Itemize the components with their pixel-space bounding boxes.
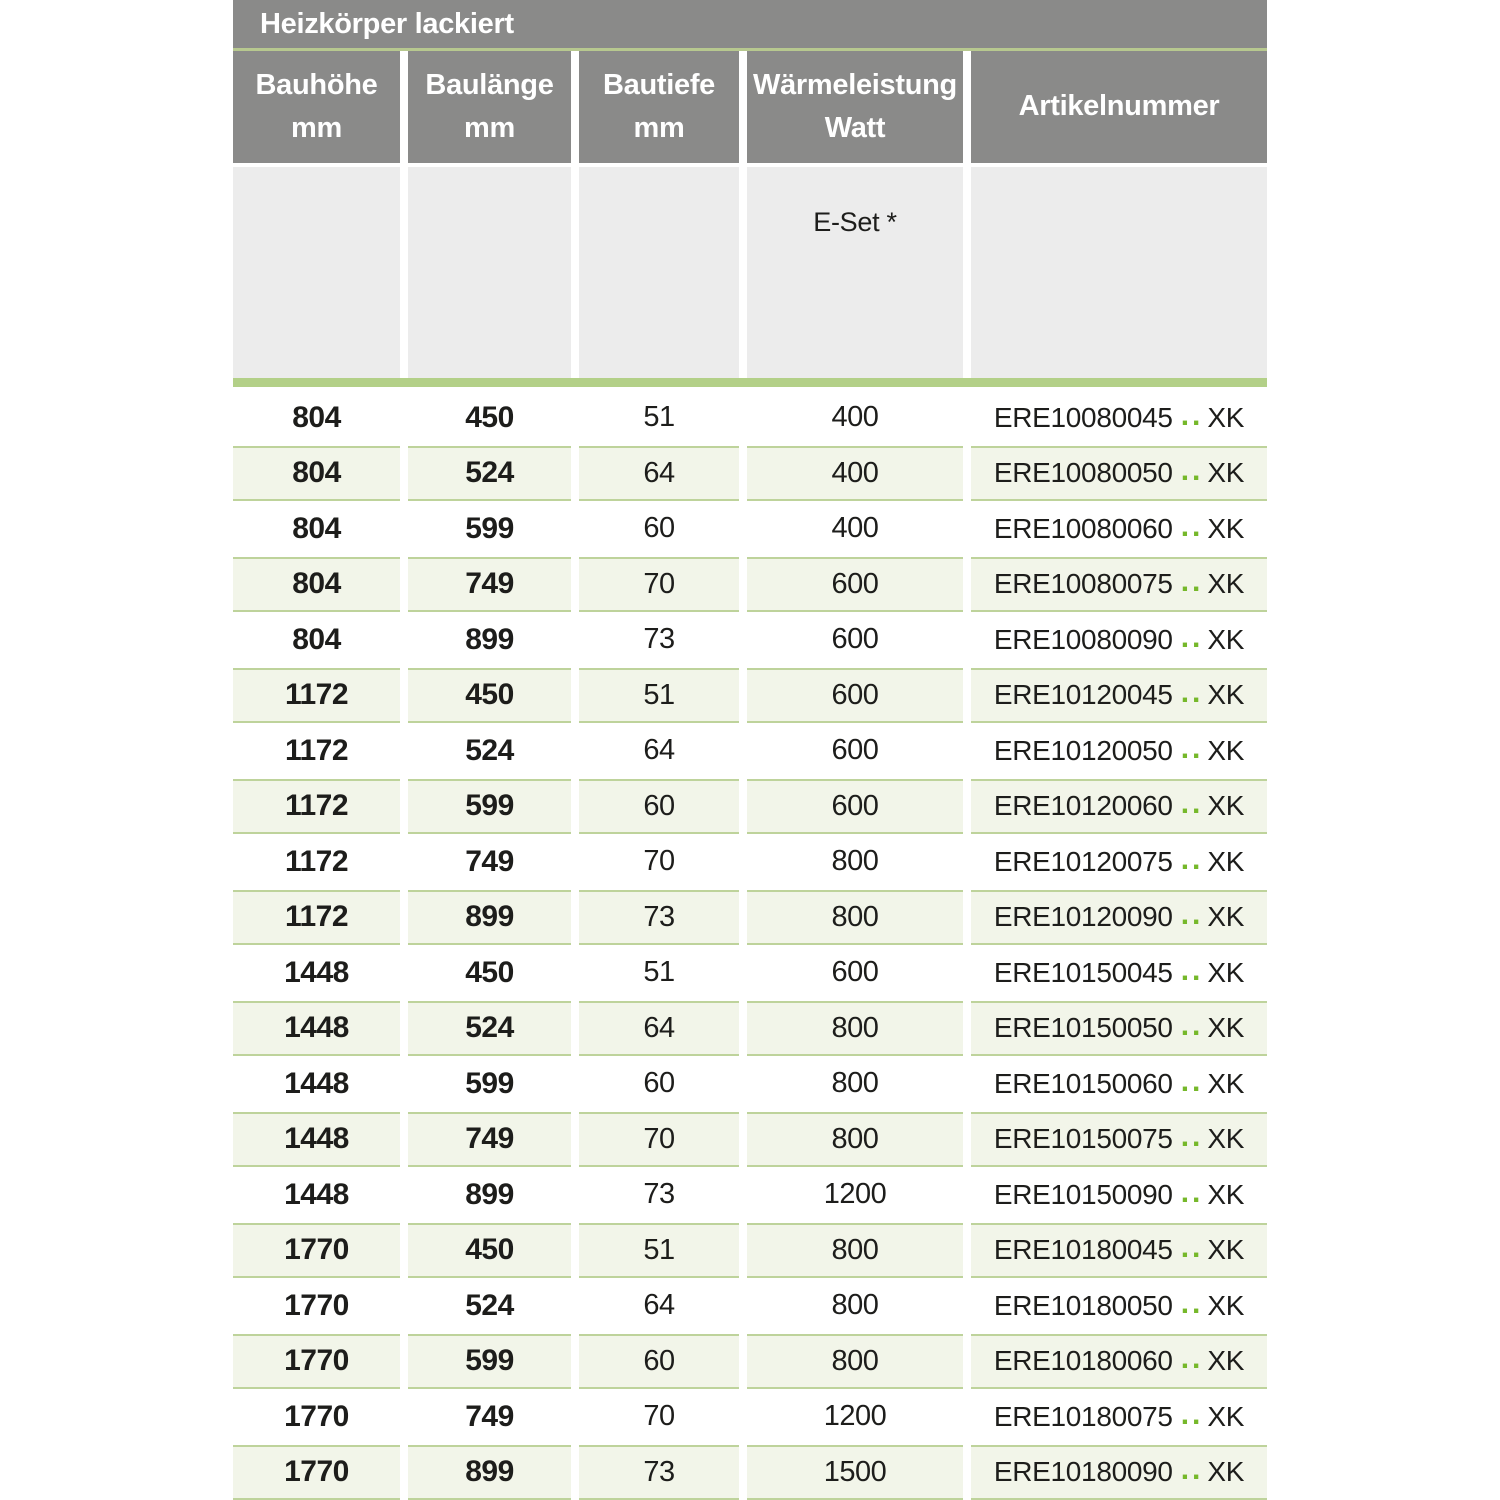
column-header-artikelnummer xyxy=(971,51,1267,163)
artikelnummer-suffix: XK xyxy=(1207,1012,1245,1044)
cell-artikelnummer xyxy=(971,501,1267,557)
bauhoehe-value: 1172 xyxy=(284,678,349,712)
cell-artikelnummer xyxy=(971,1167,1267,1223)
baulaenge-value: 524 xyxy=(465,456,514,490)
column-header-unit: mm xyxy=(291,112,342,144)
baulaenge-value: 599 xyxy=(465,1344,514,1378)
heizkoerper-spec-table xyxy=(233,0,1267,1500)
green-dots-placeholder: .. xyxy=(1180,620,1204,654)
bauhoehe-value: 1172 xyxy=(284,844,349,878)
artikelnummer-prefix: ERE10180045 xyxy=(993,1234,1173,1266)
table-row xyxy=(233,390,1267,446)
cell-bautiefe xyxy=(579,1223,739,1279)
cell-bautiefe xyxy=(579,612,739,668)
artikelnummer-suffix: XK xyxy=(1207,401,1245,433)
artikelnummer-prefix: ERE10150075 xyxy=(993,1123,1173,1155)
cell-artikelnummer xyxy=(971,945,1267,1001)
column-header-unit: Watt xyxy=(824,112,886,144)
cell-bauhoehe xyxy=(233,1056,400,1112)
green-divider-bar xyxy=(233,378,1267,387)
artikelnummer-suffix: XK xyxy=(1207,1289,1245,1321)
table-row xyxy=(233,668,1267,724)
bautiefe-value: 60 xyxy=(643,512,675,545)
table-title-bar xyxy=(233,0,1267,48)
bauhoehe-value: 804 xyxy=(292,567,341,601)
baulaenge-value: 450 xyxy=(465,678,514,712)
watt-value: 600 xyxy=(831,956,879,989)
table-row xyxy=(233,723,1267,779)
cell-bautiefe xyxy=(579,1056,739,1112)
baulaenge-value: 899 xyxy=(465,1177,514,1211)
cell-bautiefe xyxy=(579,446,739,502)
artikelnummer-suffix: XK xyxy=(1207,845,1245,877)
baulaenge-value: 899 xyxy=(465,622,514,656)
cell-bauhoehe xyxy=(233,557,400,613)
cell-bauhoehe xyxy=(233,390,400,446)
baulaenge-value: 899 xyxy=(465,900,514,934)
cell-watt xyxy=(747,668,963,724)
cell-watt xyxy=(747,1167,963,1223)
cell-bauhoehe xyxy=(233,1167,400,1223)
bautiefe-value: 70 xyxy=(643,1122,675,1155)
cell-baulaenge xyxy=(408,1445,571,1500)
artikelnummer-prefix: ERE10080050 xyxy=(993,457,1173,489)
table-row xyxy=(233,779,1267,835)
cell-watt xyxy=(747,834,963,890)
green-dots-placeholder: .. xyxy=(1180,676,1204,710)
bautiefe-value: 64 xyxy=(643,1011,675,1044)
baulaenge-value: 524 xyxy=(465,1011,514,1045)
artikelnummer-prefix: ERE10150090 xyxy=(993,1178,1173,1210)
cell-bauhoehe xyxy=(233,501,400,557)
bauhoehe-value: 1770 xyxy=(284,1399,349,1433)
bauhoehe-value: 1448 xyxy=(284,1177,349,1211)
baulaenge-value: 599 xyxy=(465,511,514,545)
subheader-cell-baulaenge xyxy=(408,167,571,378)
cell-bautiefe xyxy=(579,779,739,835)
green-dots-placeholder: .. xyxy=(1180,454,1204,488)
cell-artikelnummer xyxy=(971,390,1267,446)
cell-baulaenge xyxy=(408,1167,571,1223)
cell-watt xyxy=(747,1001,963,1057)
artikelnummer-suffix: XK xyxy=(1207,568,1245,600)
cell-watt xyxy=(747,1389,963,1445)
artikelnummer-suffix: XK xyxy=(1207,679,1245,711)
bautiefe-value: 70 xyxy=(643,1400,675,1433)
bautiefe-value: 64 xyxy=(643,1289,675,1322)
green-dots-placeholder: .. xyxy=(1180,731,1204,765)
cell-bautiefe xyxy=(579,890,739,946)
cell-baulaenge xyxy=(408,390,571,446)
bauhoehe-value: 1448 xyxy=(284,1066,349,1100)
artikelnummer-suffix: XK xyxy=(1207,1456,1245,1488)
cell-baulaenge xyxy=(408,1056,571,1112)
artikelnummer-prefix: ERE10180075 xyxy=(993,1400,1173,1432)
bautiefe-value: 64 xyxy=(643,734,675,767)
column-header-label: Artikelnummer xyxy=(1018,90,1220,123)
artikelnummer-prefix: ERE10120050 xyxy=(993,734,1173,766)
cell-watt xyxy=(747,1445,963,1500)
green-dots-placeholder: .. xyxy=(1180,509,1204,543)
watt-value: 800 xyxy=(831,1011,879,1044)
artikelnummer-prefix: ERE10120090 xyxy=(993,901,1173,933)
cell-bautiefe xyxy=(579,1112,739,1168)
bautiefe-value: 73 xyxy=(643,1455,675,1488)
artikelnummer-prefix: ERE10080060 xyxy=(993,512,1173,544)
watt-value: 800 xyxy=(831,1344,879,1377)
cell-artikelnummer xyxy=(971,1334,1267,1390)
artikelnummer-suffix: XK xyxy=(1207,457,1245,489)
cell-baulaenge xyxy=(408,945,571,1001)
table-row xyxy=(233,890,1267,946)
artikelnummer-suffix: XK xyxy=(1207,790,1245,822)
baulaenge-value: 749 xyxy=(465,567,514,601)
watt-value: 600 xyxy=(831,678,879,711)
cell-artikelnummer xyxy=(971,1278,1267,1334)
artikelnummer-prefix: ERE10080090 xyxy=(993,623,1173,655)
green-dots-placeholder: .. xyxy=(1180,787,1204,821)
table-body xyxy=(233,390,1267,1500)
bautiefe-value: 60 xyxy=(643,789,675,822)
baulaenge-value: 899 xyxy=(465,1455,514,1489)
cell-bautiefe xyxy=(579,501,739,557)
artikelnummer-suffix: XK xyxy=(1207,1123,1245,1155)
watt-value: 400 xyxy=(831,512,879,545)
cell-watt xyxy=(747,612,963,668)
bauhoehe-value: 1172 xyxy=(284,789,349,823)
cell-watt xyxy=(747,890,963,946)
table-row xyxy=(233,1223,1267,1279)
cell-baulaenge xyxy=(408,557,571,613)
bauhoehe-value: 1172 xyxy=(284,733,349,767)
bautiefe-value: 73 xyxy=(643,900,675,933)
column-header-unit: mm xyxy=(464,112,515,144)
cell-bauhoehe xyxy=(233,612,400,668)
cell-artikelnummer xyxy=(971,668,1267,724)
bauhoehe-value: 804 xyxy=(292,622,341,656)
bautiefe-value: 51 xyxy=(643,1233,675,1266)
cell-artikelnummer xyxy=(971,1223,1267,1279)
cell-bautiefe xyxy=(579,557,739,613)
cell-watt xyxy=(747,390,963,446)
column-header-label: Baulänge xyxy=(425,68,554,101)
cell-bautiefe xyxy=(579,1001,739,1057)
cell-baulaenge xyxy=(408,723,571,779)
subheader-cell-bautiefe xyxy=(579,167,739,378)
watt-value: 600 xyxy=(831,623,879,656)
cell-watt xyxy=(747,779,963,835)
cell-bauhoehe xyxy=(233,945,400,1001)
baulaenge-value: 524 xyxy=(465,1288,514,1322)
green-dots-placeholder: .. xyxy=(1180,1453,1204,1487)
cell-artikelnummer xyxy=(971,834,1267,890)
bauhoehe-value: 1448 xyxy=(284,955,349,989)
cell-bautiefe xyxy=(579,1334,739,1390)
column-header-label: Wärmeleistung xyxy=(753,68,957,101)
green-dots-placeholder: .. xyxy=(1180,1175,1204,1209)
cell-artikelnummer xyxy=(971,1445,1267,1500)
cell-bauhoehe xyxy=(233,779,400,835)
cell-bauhoehe xyxy=(233,1223,400,1279)
column-header-label: Bautiefe xyxy=(602,68,715,101)
bautiefe-value: 70 xyxy=(643,845,675,878)
bautiefe-value: 60 xyxy=(643,1067,675,1100)
table-row xyxy=(233,612,1267,668)
bautiefe-value: 64 xyxy=(643,456,675,489)
subheader-cell-artikelnummer xyxy=(971,167,1267,378)
cell-baulaenge xyxy=(408,834,571,890)
artikelnummer-prefix: ERE10150050 xyxy=(993,1012,1173,1044)
artikelnummer-suffix: XK xyxy=(1207,1400,1245,1432)
cell-bauhoehe xyxy=(233,890,400,946)
bauhoehe-value: 1172 xyxy=(284,900,349,934)
cell-artikelnummer xyxy=(971,446,1267,502)
bautiefe-value: 73 xyxy=(643,1178,675,1211)
cell-baulaenge xyxy=(408,668,571,724)
cell-artikelnummer xyxy=(971,557,1267,613)
green-dots-placeholder: .. xyxy=(1180,1397,1204,1431)
baulaenge-value: 450 xyxy=(465,1233,514,1267)
green-dots-placeholder: .. xyxy=(1180,842,1204,876)
watt-value: 400 xyxy=(831,456,879,489)
bauhoehe-value: 1448 xyxy=(284,1011,349,1045)
bauhoehe-value: 1770 xyxy=(284,1344,349,1378)
bauhoehe-value: 1770 xyxy=(284,1455,349,1489)
green-dots-placeholder: .. xyxy=(1180,1009,1204,1043)
column-header-unit: mm xyxy=(633,112,685,144)
cell-artikelnummer xyxy=(971,1112,1267,1168)
baulaenge-value: 749 xyxy=(465,1399,514,1433)
column-header-bauhoehe xyxy=(233,51,400,163)
green-dots-placeholder: .. xyxy=(1180,398,1204,432)
baulaenge-value: 599 xyxy=(465,1066,514,1100)
bautiefe-value: 70 xyxy=(643,567,675,600)
bauhoehe-value: 1770 xyxy=(284,1233,349,1267)
artikelnummer-suffix: XK xyxy=(1207,1345,1245,1377)
cell-watt xyxy=(747,1112,963,1168)
green-dots-placeholder: .. xyxy=(1180,1286,1204,1320)
watt-value: 400 xyxy=(831,401,879,434)
green-dots-placeholder: .. xyxy=(1180,1064,1204,1098)
watt-value: 1200 xyxy=(823,1400,887,1433)
table-row xyxy=(233,1167,1267,1223)
artikelnummer-prefix: ERE10120060 xyxy=(993,790,1173,822)
bautiefe-value: 51 xyxy=(643,956,675,989)
table-row xyxy=(233,834,1267,890)
artikelnummer-prefix: ERE10080075 xyxy=(993,568,1173,600)
cell-watt xyxy=(747,501,963,557)
table-row xyxy=(233,446,1267,502)
cell-baulaenge xyxy=(408,501,571,557)
cell-artikelnummer xyxy=(971,1001,1267,1057)
cell-baulaenge xyxy=(408,1334,571,1390)
bauhoehe-value: 804 xyxy=(292,400,341,434)
green-dots-placeholder: .. xyxy=(1180,1342,1204,1376)
cell-watt xyxy=(747,1056,963,1112)
cell-bautiefe xyxy=(579,1278,739,1334)
green-dots-placeholder: .. xyxy=(1180,1231,1204,1265)
cell-baulaenge xyxy=(408,446,571,502)
watt-value: 1200 xyxy=(823,1178,887,1211)
table-row xyxy=(233,1001,1267,1057)
subheader-cell-bauhoehe xyxy=(233,167,400,378)
cell-bautiefe xyxy=(579,1167,739,1223)
artikelnummer-prefix: ERE10180050 xyxy=(993,1289,1173,1321)
cell-watt xyxy=(747,446,963,502)
cell-baulaenge xyxy=(408,1278,571,1334)
artikelnummer-suffix: XK xyxy=(1207,623,1245,655)
cell-baulaenge xyxy=(408,779,571,835)
column-header-bautiefe xyxy=(579,51,739,163)
cell-bautiefe xyxy=(579,1389,739,1445)
artikelnummer-suffix: XK xyxy=(1207,512,1245,544)
bauhoehe-value: 804 xyxy=(292,456,341,490)
bauhoehe-value: 804 xyxy=(292,511,341,545)
artikelnummer-prefix: ERE10120045 xyxy=(993,679,1173,711)
column-header-label: Bauhöhe xyxy=(255,68,378,101)
cell-bauhoehe xyxy=(233,1334,400,1390)
column-header-baulaenge xyxy=(408,51,571,163)
green-dots-placeholder: .. xyxy=(1180,953,1204,987)
baulaenge-value: 450 xyxy=(465,955,514,989)
table-row xyxy=(233,1056,1267,1112)
bautiefe-value: 60 xyxy=(643,1344,675,1377)
artikelnummer-prefix: ERE10180090 xyxy=(993,1456,1173,1488)
cell-artikelnummer xyxy=(971,779,1267,835)
watt-value: 600 xyxy=(831,789,879,822)
cell-bautiefe xyxy=(579,723,739,779)
table-row xyxy=(233,1445,1267,1500)
table-row xyxy=(233,501,1267,557)
green-dots-placeholder: .. xyxy=(1180,565,1204,599)
artikelnummer-suffix: XK xyxy=(1207,1067,1245,1099)
cell-baulaenge xyxy=(408,1001,571,1057)
table-row xyxy=(233,1334,1267,1390)
table-row xyxy=(233,1278,1267,1334)
subheader-row xyxy=(233,167,1267,378)
baulaenge-value: 450 xyxy=(465,400,514,434)
cell-bautiefe xyxy=(579,1445,739,1500)
watt-value: 800 xyxy=(831,1289,879,1322)
e-set-label: E-Set * xyxy=(813,207,897,237)
baulaenge-value: 749 xyxy=(465,844,514,878)
artikelnummer-suffix: XK xyxy=(1207,901,1245,933)
cell-watt xyxy=(747,723,963,779)
cell-bauhoehe xyxy=(233,1445,400,1500)
artikelnummer-suffix: XK xyxy=(1207,956,1245,988)
table-row xyxy=(233,557,1267,613)
cell-bautiefe xyxy=(579,945,739,1001)
table-row xyxy=(233,1112,1267,1168)
cell-bauhoehe xyxy=(233,668,400,724)
watt-value: 800 xyxy=(831,1233,879,1266)
cell-bauhoehe xyxy=(233,1112,400,1168)
watt-value: 600 xyxy=(831,567,879,600)
watt-value: 800 xyxy=(831,1067,879,1100)
watt-value: 800 xyxy=(831,1122,879,1155)
cell-bauhoehe xyxy=(233,446,400,502)
baulaenge-value: 599 xyxy=(465,789,514,823)
watt-value: 600 xyxy=(831,734,879,767)
green-dots-placeholder: .. xyxy=(1180,898,1204,932)
table-row xyxy=(233,1389,1267,1445)
watt-value: 800 xyxy=(831,900,879,933)
cell-artikelnummer xyxy=(971,890,1267,946)
column-header-waermeleistung xyxy=(747,51,963,163)
artikelnummer-prefix: ERE10080045 xyxy=(993,401,1173,433)
cell-bautiefe xyxy=(579,390,739,446)
subheader-cell-waermeleistung xyxy=(747,167,963,378)
artikelnummer-prefix: ERE10120075 xyxy=(993,845,1173,877)
artikelnummer-prefix: ERE10150045 xyxy=(993,956,1173,988)
cell-watt xyxy=(747,1334,963,1390)
artikelnummer-suffix: XK xyxy=(1207,1178,1245,1210)
bauhoehe-value: 1448 xyxy=(284,1122,349,1156)
green-dots-placeholder: .. xyxy=(1180,1120,1204,1154)
cell-artikelnummer xyxy=(971,612,1267,668)
cell-watt xyxy=(747,945,963,1001)
artikelnummer-suffix: XK xyxy=(1207,734,1245,766)
artikelnummer-prefix: ERE10180060 xyxy=(993,1345,1173,1377)
baulaenge-value: 524 xyxy=(465,733,514,767)
cell-bauhoehe xyxy=(233,1278,400,1334)
bautiefe-value: 73 xyxy=(643,623,675,656)
cell-bautiefe xyxy=(579,668,739,724)
artikelnummer-suffix: XK xyxy=(1207,1234,1245,1266)
table-title: Heizkörper lackiert xyxy=(260,7,514,40)
cell-artikelnummer xyxy=(971,723,1267,779)
bauhoehe-value: 1770 xyxy=(284,1288,349,1322)
cell-artikelnummer xyxy=(971,1056,1267,1112)
cell-watt xyxy=(747,1278,963,1334)
cell-artikelnummer xyxy=(971,1389,1267,1445)
cell-baulaenge xyxy=(408,1112,571,1168)
watt-value: 1500 xyxy=(823,1455,887,1488)
table-row xyxy=(233,945,1267,1001)
cell-watt xyxy=(747,1223,963,1279)
cell-bauhoehe xyxy=(233,1001,400,1057)
artikelnummer-prefix: ERE10150060 xyxy=(993,1067,1173,1099)
cell-bauhoehe xyxy=(233,1389,400,1445)
cell-bauhoehe xyxy=(233,834,400,890)
cell-bautiefe xyxy=(579,834,739,890)
cell-baulaenge xyxy=(408,1223,571,1279)
cell-watt xyxy=(747,557,963,613)
cell-baulaenge xyxy=(408,1389,571,1445)
column-header-row xyxy=(233,51,1267,163)
watt-value: 800 xyxy=(831,845,879,878)
cell-baulaenge xyxy=(408,612,571,668)
bautiefe-value: 51 xyxy=(643,401,675,434)
cell-baulaenge xyxy=(408,890,571,946)
bautiefe-value: 51 xyxy=(643,678,675,711)
baulaenge-value: 749 xyxy=(465,1122,514,1156)
cell-bauhoehe xyxy=(233,723,400,779)
